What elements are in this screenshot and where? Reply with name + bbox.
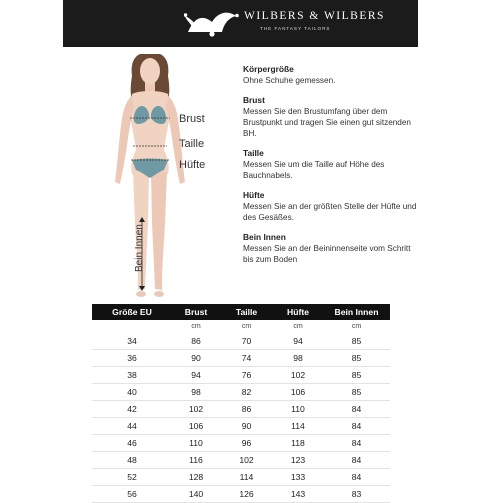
- table-cell: 84: [323, 452, 390, 469]
- desc-text: Messen Sie an der größten Stelle der Hüfte und des Gesäßes.: [243, 202, 417, 222]
- header-bein-innen: Bein Innen: [323, 304, 390, 320]
- table-cell: 110: [172, 435, 220, 452]
- table-row: [92, 435, 390, 452]
- table-cell: 90: [220, 418, 273, 435]
- right-leg: [151, 172, 167, 290]
- table-cell: 76: [220, 367, 273, 384]
- table-cell: 140: [172, 486, 220, 503]
- face-shape: [140, 58, 160, 84]
- table-cell: 114: [273, 418, 323, 435]
- body-figure: [100, 54, 200, 304]
- unit-cell: cm: [293, 323, 303, 330]
- table-cell: 118: [273, 435, 323, 452]
- table-cell: 106: [273, 384, 323, 401]
- table-row: [92, 418, 390, 435]
- table-cell: 143: [273, 486, 323, 503]
- table-cell: 126: [220, 486, 273, 503]
- header-banner: [63, 0, 418, 47]
- table-row: [92, 486, 390, 503]
- desc-title: Hüfte: [243, 190, 265, 200]
- table-row: [92, 333, 390, 350]
- table-cell: 84: [323, 469, 390, 486]
- table-cell: 128: [172, 469, 220, 486]
- table-cell: 86: [220, 401, 273, 418]
- desc-title: Körpergröße: [243, 64, 294, 74]
- brand-logo: [184, 8, 384, 40]
- desc-text: Messen Sie den Brustumfang über dem Brustpunkt und tragen Sie einen gut sitzenden BH.: [243, 107, 411, 138]
- label-taille: Taille: [179, 138, 205, 150]
- table-cell: 98: [172, 384, 220, 401]
- table-body: [92, 320, 390, 503]
- desc-title: Brust: [243, 95, 265, 105]
- table-cell: 85: [323, 333, 390, 350]
- table-cell: 34: [92, 333, 172, 350]
- table-cell: 85: [323, 367, 390, 384]
- desc-brust: [243, 95, 423, 139]
- desc-text: Messen Sie um die Taille auf Höhe des Bauchnabels.: [243, 160, 385, 180]
- table-cell: 52: [92, 469, 172, 486]
- table-row: [92, 350, 390, 367]
- label-huefte: Hüfte: [179, 159, 206, 171]
- table-cell: 40: [92, 384, 172, 401]
- brand-tagline: THE FANTASY TAILORS: [260, 26, 331, 31]
- table-cell: 98: [273, 350, 323, 367]
- table-cell: 94: [172, 367, 220, 384]
- table-cell: 38: [92, 367, 172, 384]
- brand-name: WILBERS & WILBERS: [244, 10, 385, 22]
- desc-title: Bein Innen: [243, 232, 286, 242]
- unit-cell: cm: [241, 323, 252, 330]
- table-cell: 84: [323, 401, 390, 418]
- desc-title: Taille: [243, 148, 264, 158]
- table-cell: 48: [92, 452, 172, 469]
- table-cell: 46: [92, 435, 172, 452]
- desc-text: Messen Sie an der Beininnenseite vom Schritt bis zum Boden: [243, 244, 411, 264]
- table-cell: 85: [323, 384, 390, 401]
- desc-text: Ohne Schuhe gemessen.: [243, 76, 336, 85]
- label-brust: Brust: [179, 113, 205, 125]
- table-cell: 36: [92, 350, 172, 367]
- units-row: [92, 320, 390, 333]
- table-cell: 116: [172, 452, 220, 469]
- size-table: [92, 304, 390, 503]
- table-cell: 102: [220, 452, 273, 469]
- table-cell: 96: [220, 435, 273, 452]
- desc-bein-innen: [243, 232, 423, 265]
- table-cell: 102: [172, 401, 220, 418]
- table-cell: 90: [172, 350, 220, 367]
- desc-taille: [243, 148, 423, 181]
- header-brust: Brust: [172, 304, 220, 320]
- table-row: [92, 469, 390, 486]
- table-cell: 102: [273, 367, 323, 384]
- table-row: [92, 367, 390, 384]
- unit-cell: cm: [351, 323, 362, 330]
- table-cell: 85: [323, 350, 390, 367]
- table-cell: 84: [323, 418, 390, 435]
- table-cell: 86: [172, 333, 220, 350]
- table-header-row: [92, 304, 390, 320]
- table-cell: 82: [220, 384, 273, 401]
- table-cell: 94: [273, 333, 323, 350]
- table-row: [92, 401, 390, 418]
- desc-koerpergroesse: [243, 64, 423, 86]
- table-cell: 44: [92, 418, 172, 435]
- header-groesse: Größe EU: [92, 304, 172, 320]
- header-taille: Taille: [220, 304, 273, 320]
- table-cell: 42: [92, 401, 172, 418]
- measurement-descriptions: [243, 64, 423, 274]
- left-arm: [115, 96, 134, 184]
- table-row: [92, 384, 390, 401]
- unit-cell: [92, 320, 172, 333]
- table-cell: 133: [273, 469, 323, 486]
- header-huefte: Hüfte: [273, 304, 323, 320]
- table-cell: 110: [273, 401, 323, 418]
- table-cell: 84: [323, 435, 390, 452]
- table-cell: 123: [273, 452, 323, 469]
- table-cell: 114: [220, 469, 273, 486]
- table-row: [92, 452, 390, 469]
- table-cell: 106: [172, 418, 220, 435]
- table-cell: 56: [92, 486, 172, 503]
- jester-hat-icon: [184, 8, 240, 38]
- table-cell: 70: [220, 333, 273, 350]
- table-cell: 74: [220, 350, 273, 367]
- table-cell: 83: [323, 486, 390, 503]
- label-bein-innen: Bein Innen: [134, 224, 145, 272]
- unit-cell: cm: [191, 323, 201, 330]
- desc-huefte: [243, 190, 423, 223]
